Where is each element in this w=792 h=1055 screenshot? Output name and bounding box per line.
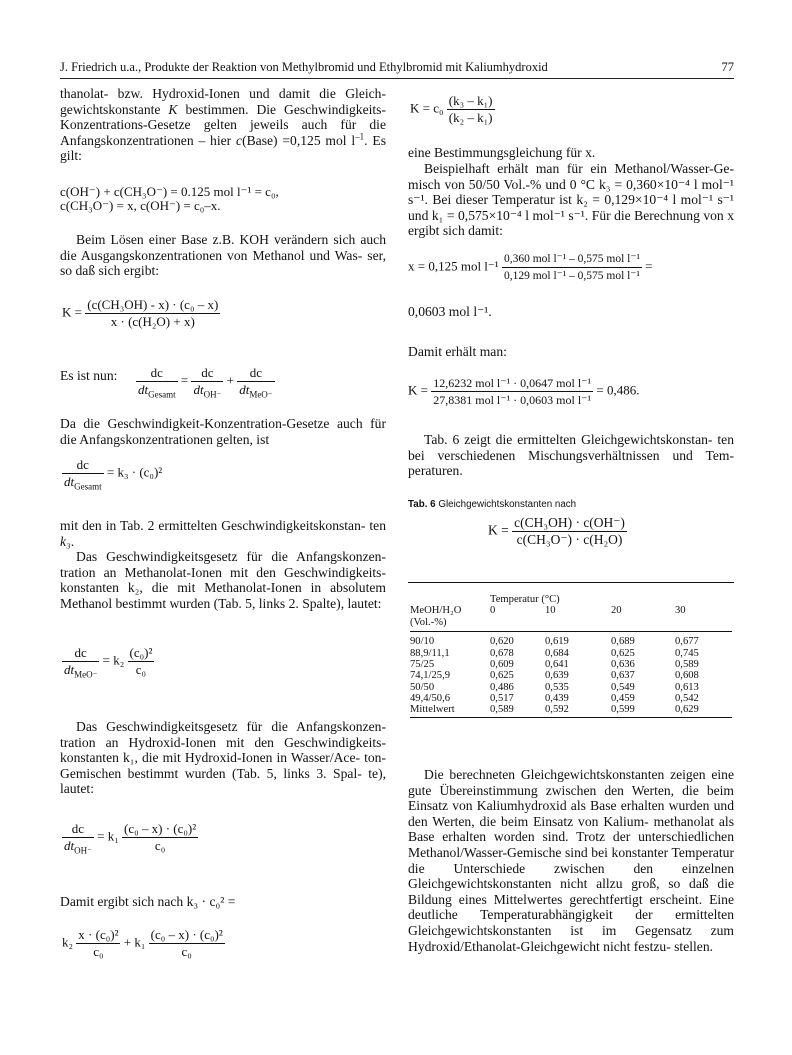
table-cell: 0,542 xyxy=(675,692,699,704)
table-row-label: Mittelwert xyxy=(410,704,455,716)
equation-x-value xyxy=(408,252,653,283)
eq-subscript: Gesamt xyxy=(148,389,176,400)
table-caption-label: Tab. 6 xyxy=(408,499,436,510)
eq-lhs: K = xyxy=(488,522,509,538)
left-paragraph-5 xyxy=(60,518,386,549)
table-cell: 0,439 xyxy=(545,692,569,704)
running-header xyxy=(60,60,734,75)
left-paragraph-6: Das Geschwindigkeitsgesetz für die Anfangskonzen- tration an Methanolat-Ionen mit den Geschwindigkeits- konstanten k₂, die mit Methanolat-Ionen in absolutem Methanol bestimmt wurden (Tab. 5, links 2. Spalte), lautet: xyxy=(60,549,386,611)
eq-dt: dt xyxy=(64,474,75,489)
table-cell: 0,639 xyxy=(545,670,569,682)
table-cell: 0,637 xyxy=(611,670,635,682)
table-cell xyxy=(410,594,490,605)
table-cell: 0,608 xyxy=(675,670,699,682)
eq-denominator xyxy=(62,473,104,492)
eq-rhs: = k₃ · (c₀)² xyxy=(106,464,163,480)
equation-k-from-k xyxy=(410,94,495,125)
table-cell: 0,625 xyxy=(490,670,514,682)
eq-numerator: (c₀ – x) · (c₀)² xyxy=(124,821,197,836)
eq-lhs: K = c₀ xyxy=(410,100,444,116)
eq-numerator: (c₀)² xyxy=(129,645,153,660)
table-cell: 0,636 xyxy=(611,658,635,670)
equation-rate-sum xyxy=(136,365,275,400)
equation-combined xyxy=(62,928,225,959)
eq-coefficient: k₂ xyxy=(62,934,74,950)
eq-numerator: (c(CH₃OH) - x) · (c₀ – x) xyxy=(87,297,219,312)
eq-fraction xyxy=(502,252,642,283)
eq-sign: = xyxy=(645,258,653,274)
table-cell: 0,678 xyxy=(490,647,514,659)
eq-fraction xyxy=(512,516,627,547)
eq-coefficient: + k₁ xyxy=(123,934,146,950)
equation-methanolate-rate xyxy=(62,645,154,680)
table-cell: 0,589 xyxy=(675,658,699,670)
table-caption xyxy=(408,497,576,513)
table-row xyxy=(410,670,732,681)
eq-fraction xyxy=(62,457,104,492)
left-paragraph-3: Es ist nun: xyxy=(60,368,118,383)
eq-denominator xyxy=(136,381,178,400)
left-paragraph-1 xyxy=(60,86,386,164)
text-run: (Base) =0,125 mol l xyxy=(242,132,356,148)
table-cell: 0,459 xyxy=(611,692,635,704)
right-result-x: 0,0603 mol l⁻¹. xyxy=(408,304,492,319)
table-cell: 0,677 xyxy=(675,636,699,648)
table-cell: 0,641 xyxy=(545,658,569,670)
table-cell: 0,535 xyxy=(545,681,569,693)
eq-numerator: (k₃ – k₁) xyxy=(448,93,493,108)
eq-fraction xyxy=(431,376,593,407)
right-paragraph-4: Tab. 6 zeigt die ermittelten Gleichgewichtskonstan- ten bei verschiedenen Mischungsverhältnissen und Tem- peraturen. xyxy=(408,432,734,479)
eq-subscript: OH⁻ xyxy=(203,389,222,400)
table-cell: 0,745 xyxy=(675,647,699,659)
text-run: mit den in Tab. 2 ermittelten Geschwindigkeitskonstan- ten xyxy=(60,518,386,533)
table-cell: 0,517 xyxy=(490,692,514,704)
eq-fraction xyxy=(447,94,495,125)
eq-sign: = xyxy=(180,372,189,388)
table-row-label: 74,1/25,9 xyxy=(410,670,451,682)
eq-subscript: MeO⁻ xyxy=(249,389,273,400)
eq-coefficient: = k₂ xyxy=(102,652,125,668)
left-paragraph-4: Da die Geschwindigkeit-Konzentration-Gesetze auch für die Anfangskonzentrationen gelten, ist xyxy=(60,416,386,447)
table-cell: 0,619 xyxy=(545,636,569,648)
table-row-label: 50/50 xyxy=(410,681,435,693)
eq-denominator: x · (c(H₂O) + x) xyxy=(85,313,220,329)
eq-denominator xyxy=(62,837,94,856)
eq-numerator: 0,360 mol l⁻¹ – 0,575 mol l⁻¹ xyxy=(503,253,640,265)
eq-lhs: x = 0,125 mol l⁻¹ xyxy=(408,258,499,274)
page-number: 77 xyxy=(721,60,734,74)
table-cell: 0,620 xyxy=(490,636,514,648)
equation-k-result xyxy=(408,376,639,407)
eq-fraction xyxy=(62,645,99,680)
eq-denominator: c₀ xyxy=(76,943,120,959)
table-row-label: 90/10 xyxy=(410,636,435,648)
eq-lhs: K = xyxy=(408,382,428,398)
eq-subscript: Gesamt xyxy=(74,481,102,492)
eq-fraction xyxy=(136,365,178,400)
table-temp-header: Temperatur (°C) xyxy=(490,594,560,605)
eq-denominator: 0,129 mol l⁻¹ – 0,575 mol l⁻¹ xyxy=(502,267,642,283)
eq-numerator: dc xyxy=(201,365,214,380)
eq-dt: dt xyxy=(193,382,204,397)
left-paragraph-2: Beim Lösen einer Base z.B. KOH verändern sich auch die Ausgangskonzentrationen von Methanol und Was- ser, so daß sich ergibt: xyxy=(60,232,386,279)
table-row xyxy=(410,682,732,693)
eq-numerator: dc xyxy=(150,365,163,380)
eq-denominator: c(CH₃O⁻) · c(H₂O) xyxy=(512,531,627,547)
eq-dt: dt xyxy=(64,662,75,677)
table-col0-unit: (Vol.-%) xyxy=(410,616,447,628)
equation-table-k xyxy=(488,516,627,547)
eq-subscript: MeO⁻ xyxy=(74,669,98,680)
table-header-row xyxy=(410,617,732,632)
table-row-label: 75/25 xyxy=(410,658,435,670)
eq-numerator: (c₀ – x) · (c₀)² xyxy=(150,927,223,942)
table-caption-text: Gleichgewichtskonstanten nach xyxy=(438,499,577,510)
table-row xyxy=(410,648,732,659)
equation-balance-2: c(CH₃O⁻) = x, c(OH⁻) = c₀–x. xyxy=(60,198,221,213)
table-cell: 0,609 xyxy=(490,658,514,670)
eq-result: = 0,486. xyxy=(596,382,640,398)
eq-fraction xyxy=(62,821,94,856)
eq-numerator: dc xyxy=(76,457,89,472)
eq-dt: dt xyxy=(64,838,75,853)
table-6 xyxy=(410,594,732,718)
table-cell: 0,613 xyxy=(675,681,699,693)
table-row xyxy=(410,659,732,670)
equation-balance-1: c(OH⁻) + c(CH₃O⁻) = 0.125 mol l⁻¹ = c₀, xyxy=(60,184,279,199)
table-temp-10: 10 xyxy=(545,605,556,617)
right-paragraph-1: eine Bestimmungsgleichung für x. xyxy=(408,145,596,160)
table-cell: 0,625 xyxy=(611,647,635,659)
eq-fraction xyxy=(191,365,223,400)
eq-numerator: dc xyxy=(74,645,87,660)
eq-dt: dt xyxy=(138,382,149,397)
symbol-k3: k₃ xyxy=(60,533,71,549)
eq-fraction xyxy=(237,365,274,400)
table-temp-20: 20 xyxy=(611,605,622,617)
right-paragraph-2: Beispielhaft erhält man für ein Methanol/Wasser-Ge- misch von 50/50 Vol.-% und 0 °C k₃ = 0,360×10⁻⁴ l mol⁻¹ s⁻¹. Bei dieser Temperatur ist k₂ = 0,129×10⁻⁴ l mol⁻¹ s⁻¹ und k₁ = 0,575×10⁻⁴ l mol⁻¹ s⁻¹. Für die Berechnung von x ergibt sich damit: xyxy=(408,161,734,239)
right-paragraph-5: Die berechneten Gleichgewichtskonstanten zeigen eine gute Übereinstimmung zwischen den Werten, die beim Einsatz von Kaliumhydroxid als Base erhalten wurden und den Werten, die beim Einsatz von Kalium- methanolat als Base erhalten worden sind. Trotz der unterschiedlichen Methanol/Wasser-Gemische sind bei konstanter Temperatur die Unterschiede zwischen den einzelnen Gleichgewichtskonstanten nicht allzu groß, so daß die Bildung eines Mittelwertes gerechtfertigt erscheint. Eine deutliche Temperaturabhängigkeit der ermittelten Gleichgewichtskonstanten ist im Gegensatz zum Hydroxid/Ethanolat-Gleichgewicht nicht festzu- stellen. xyxy=(408,767,734,954)
eq-lhs: K = xyxy=(62,304,82,320)
eq-subscript: OH⁻ xyxy=(74,845,92,856)
eq-denominator: 27,8381 mol l⁻¹ · 0,0603 mol l⁻¹ xyxy=(433,393,592,407)
table-cell xyxy=(490,617,732,632)
left-paragraph-8: Damit ergibt sich nach k₃ · c₀² = xyxy=(60,894,236,909)
running-title: J. Friedrich u.a., Produkte der Reaktion von Methylbromid und Ethylbromid mit Kaliumhydroxid xyxy=(60,60,548,74)
table-cell: 0,549 xyxy=(611,681,635,693)
table-cell: 0,592 xyxy=(545,704,569,716)
eq-numerator: dc xyxy=(71,821,85,836)
eq-dt: dt xyxy=(239,382,250,397)
text-run: bestimmen. Die Geschwindigkeits-Konzentrations-Gesetze gelten jeweils auch für die Anfangskonzentrationen – hier xyxy=(60,101,386,148)
table-cell: 0,629 xyxy=(675,704,699,716)
eq-denominator: c₀ xyxy=(149,943,225,959)
table-row xyxy=(410,704,732,718)
eq-numerator: 12,6232 mol l⁻¹ · 0,0647 mol l⁻¹ xyxy=(433,376,592,390)
eq-denominator: c₀ xyxy=(128,661,155,677)
table-cell: 0,684 xyxy=(545,647,569,659)
eq-denominator xyxy=(191,381,223,400)
table-row-label: 88,9/11,1 xyxy=(410,647,450,659)
table-cell: 0,689 xyxy=(611,636,635,648)
table-temp-30: 30 xyxy=(675,605,686,617)
text-run: . xyxy=(70,533,75,549)
text-run: . Es gilt: xyxy=(60,132,386,164)
table-row xyxy=(410,693,732,704)
header-rule xyxy=(60,78,734,79)
symbol-c: c xyxy=(236,132,243,148)
table-cell: 0,589 xyxy=(490,704,514,716)
table-temp-0: 0 xyxy=(490,605,496,617)
eq-fraction xyxy=(85,298,220,329)
eq-fraction xyxy=(128,646,155,677)
table-cell: 0,486 xyxy=(490,681,514,693)
eq-denominator: (k₂ – k₁) xyxy=(448,110,493,125)
eq-denominator: c₀ xyxy=(122,837,198,853)
right-paragraph-3: Damit erhält man: xyxy=(408,344,507,359)
eq-fraction xyxy=(122,822,198,853)
superscript: –1 xyxy=(355,131,365,142)
left-paragraph-7: Das Geschwindigkeitsgesetz für die Anfangskonzen- tration an Hydroxid-Ionen mit den Geschwindigkeits- konstanten k₁, die mit Hydroxid-Ionen in Wasser/Ace- ton-Gemischen bestimmt wurden (Tab. 5, links 3. Spal- te), lautet: xyxy=(60,719,386,797)
table-top-rule xyxy=(408,582,734,583)
table-header-row xyxy=(410,605,732,616)
eq-sign: + xyxy=(226,372,234,388)
eq-numerator: c(CH₃OH) · c(OH⁻) xyxy=(514,515,625,530)
eq-fraction xyxy=(76,928,120,959)
symbol-k: K xyxy=(168,101,178,117)
table-col0-header: MeOH/H₂O xyxy=(410,605,462,617)
table-row xyxy=(410,636,732,647)
eq-denominator xyxy=(62,661,99,680)
eq-numerator: x · (c₀)² xyxy=(78,927,119,942)
equation-k-definition xyxy=(62,298,220,329)
eq-fraction xyxy=(149,928,225,959)
equation-total-rate xyxy=(62,457,163,492)
eq-denominator xyxy=(237,381,274,400)
eq-coefficient: = k₁ xyxy=(97,828,119,844)
table-row-label: 49,4/50,6 xyxy=(410,692,451,704)
eq-numerator: dc xyxy=(249,365,263,380)
table-cell: 0,599 xyxy=(611,704,635,716)
table-header-row xyxy=(410,594,732,605)
text-run: thanolat- bzw. Hydroxid-Ionen und damit die Gleich- gewichtskonstante xyxy=(60,86,386,117)
equation-hydroxide-rate xyxy=(62,821,198,856)
